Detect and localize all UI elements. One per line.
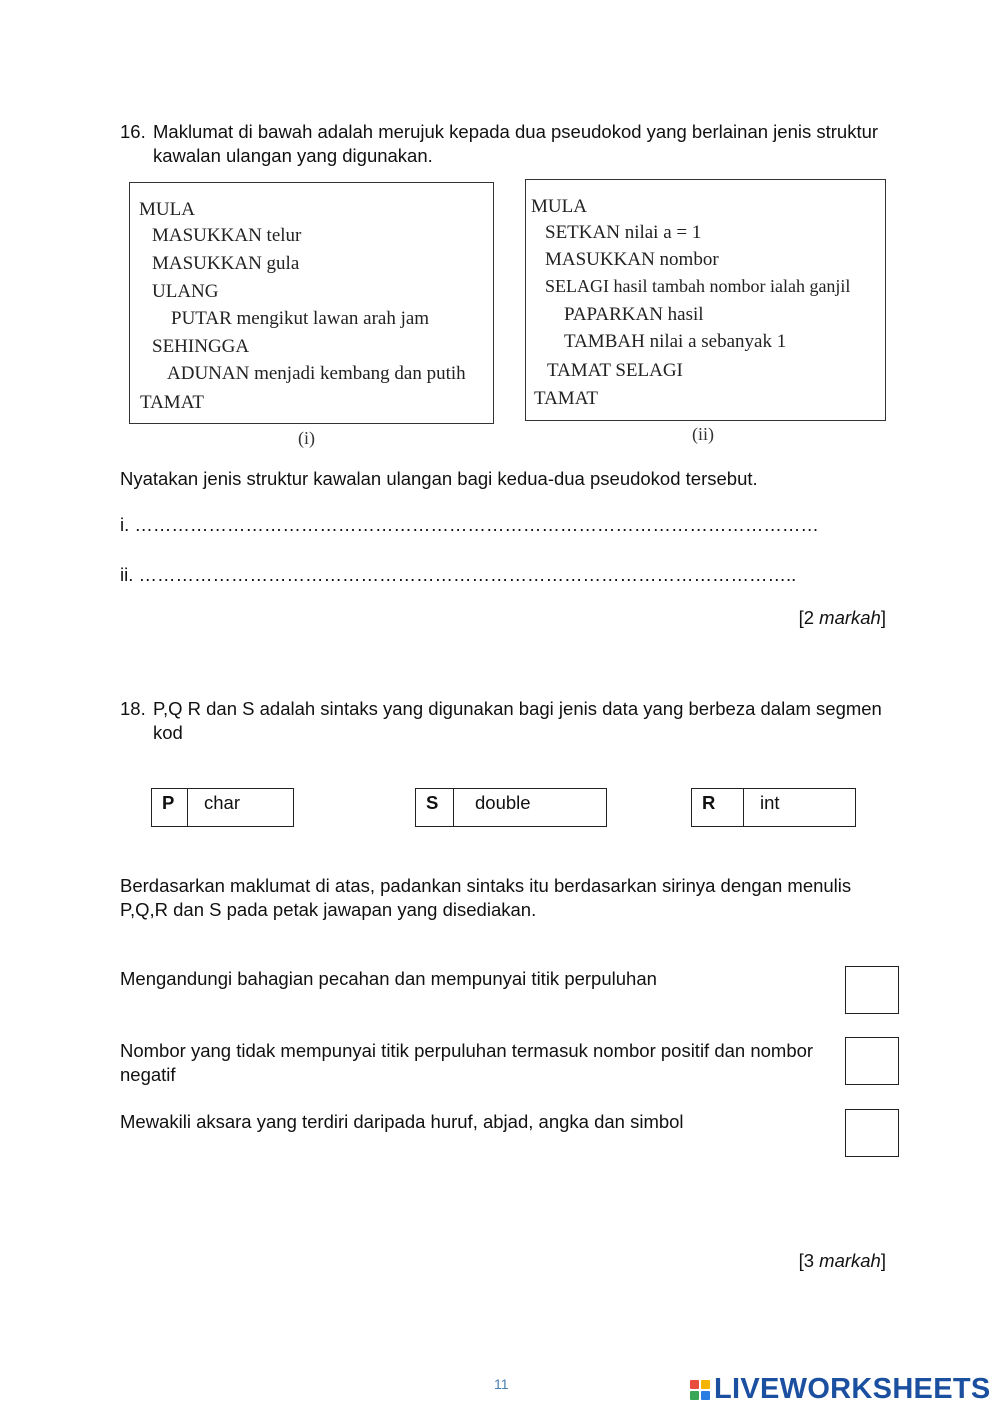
question-18-text: P,Q R dan S adalah sintaks yang digunakan bagi jenis data yang berbeza dalam segmen kod <box>153 698 882 743</box>
syntax-box-s <box>415 788 607 827</box>
question-16-marks <box>799 607 886 629</box>
match-item-2: Nombor yang tidak mempunyai titik perpuluhan termasuk nombor positif dan nombor negatif <box>120 1040 814 1085</box>
answer-box-2[interactable] <box>845 1037 899 1085</box>
pseudocode-ii-line: TAMAT SELAGI <box>547 360 683 381</box>
question-16-text: Maklumat di bawah adalah merujuk kepada dua pseudokod yang berlainan jenis struktur kawalan ulangan yang digunakan. <box>153 121 879 166</box>
answer-box-3[interactable] <box>845 1109 899 1157</box>
match-item-3: Mewakili aksara yang terdiri daripada huruf, abjad, angka dan simbol <box>120 1111 684 1132</box>
marks-open: [3 <box>798 1250 820 1271</box>
pseudocode-ii-line: SETKAN nilai a = 1 <box>545 222 702 243</box>
liveworksheets-logo[interactable] <box>690 1373 991 1406</box>
pseudocode-i-line: MULA <box>139 199 195 220</box>
pseudocode-ii-box <box>525 179 886 421</box>
pseudocode-i-box <box>129 182 494 424</box>
question-16-number: 16. <box>120 121 146 142</box>
marks-close: ] <box>880 607 886 628</box>
pseudocode-ii-line: TAMBAH nilai a sebanyak 1 <box>564 331 787 352</box>
syntax-value: double <box>475 792 531 813</box>
liveworksheets-logo-icon <box>690 1380 710 1400</box>
answer-box-1[interactable] <box>845 966 899 1014</box>
question-18-number: 18. <box>120 698 146 719</box>
logo-square <box>701 1391 710 1400</box>
match-item-1: Mengandungi bahagian pecahan dan mempunyai titik perpuluhan <box>120 968 657 989</box>
pseudocode-ii-caption: (ii) <box>692 424 714 444</box>
syntax-value: int <box>760 792 780 813</box>
pseudocode-ii-line: PAPARKAN hasil <box>564 304 704 325</box>
answer-line-i[interactable]: i. ………………………………………………………………………………………………… <box>120 514 819 535</box>
pseudocode-ii-line: TAMAT <box>534 388 598 409</box>
pseudocode-i-caption: (i) <box>298 428 315 448</box>
pseudocode-i-line: ULANG <box>152 281 219 302</box>
syntax-key: S <box>416 789 454 826</box>
marks-open: [2 <box>798 607 820 628</box>
syntax-value: char <box>204 792 240 813</box>
pseudocode-i-line: SEHINGGA <box>152 336 250 357</box>
pseudocode-ii-line: SELAGI hasil tambah nombor ialah ganjil <box>545 276 851 296</box>
question-18-marks <box>799 1250 886 1272</box>
answer-line-ii[interactable]: ii. …………………………………………………………………………………………….. <box>120 564 797 585</box>
syntax-box-r <box>691 788 856 827</box>
logo-square <box>701 1380 710 1389</box>
marks-close: ] <box>880 1250 886 1271</box>
question-16-instruction: Nyatakan jenis struktur kawalan ulangan bagi kedua-dua pseudokod tersebut. <box>120 468 758 489</box>
pseudocode-i-line: ADUNAN menjadi kembang dan putih <box>167 363 466 384</box>
syntax-box-p <box>151 788 294 827</box>
question-18-instruction: Berdasarkan maklumat di atas, padankan sintaks itu berdasarkan sirinya dengan menulis P,Q,R dan S pada petak jawapan yang disediakan. <box>120 875 852 920</box>
logo-square <box>690 1391 699 1400</box>
syntax-key: R <box>692 789 744 826</box>
logo-square <box>690 1380 699 1389</box>
pseudocode-i-line: MASUKKAN telur <box>152 225 302 246</box>
pseudocode-i-line: TAMAT <box>140 392 204 413</box>
syntax-key: P <box>152 789 188 826</box>
marks-word: markah <box>819 1250 881 1271</box>
pseudocode-i-line: PUTAR mengikut lawan arah jam <box>171 308 430 329</box>
pseudocode-i-line: MASUKKAN gula <box>152 253 300 274</box>
marks-word: markah <box>819 607 881 628</box>
pseudocode-ii-line: MASUKKAN nombor <box>545 249 719 270</box>
page-number: 11 <box>494 1376 509 1392</box>
brand-text: LIVEWORKSHEETS <box>714 1373 991 1405</box>
pseudocode-ii-line: MULA <box>531 196 587 217</box>
